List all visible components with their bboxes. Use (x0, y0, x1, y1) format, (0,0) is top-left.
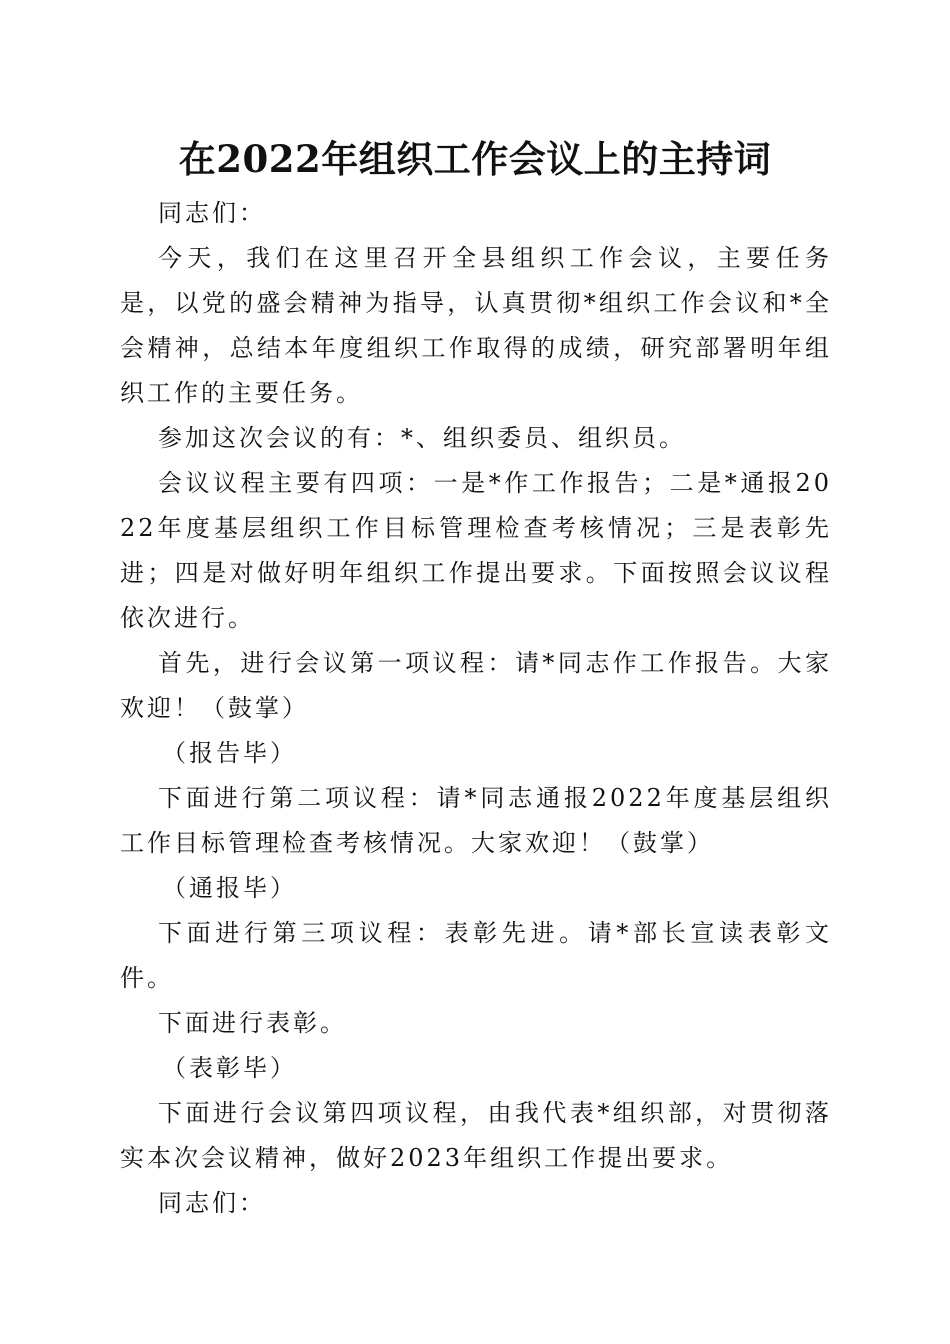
paragraph-attendees: 参加这次会议的有：*、组织委员、组织员。 (158, 424, 686, 452)
paragraph-closing-salutation: 同志们： (158, 1189, 266, 1217)
paragraph-notice-done: （通报毕） (162, 874, 297, 902)
paragraph-agenda-item-4: 下面进行会议第四项议程，由我代表*组织部，对贯彻落实本次会议精神，做好2023年组织工作提出要求。 (120, 1099, 832, 1172)
document-body (120, 191, 832, 1226)
document-title: 在2022年组织工作会议上的主持词 (178, 137, 772, 181)
paragraph-agenda-item-3: 下面进行第三项议程：表彰先进。请*部长宣读表彰文件。 (120, 919, 832, 992)
paragraph-meeting-purpose: 今天，我们在这里召开全县组织工作会议，主要任务是，以党的盛会精神为指导，认真贯彻*组织工作会议和*全会精神，总结本年度组织工作取得的成绩，研究部署明年组织工作的主要任务。 (120, 244, 832, 407)
paragraph-agenda-item-2: 下面进行第二项议程：请*同志通报2022年度基层组织工作目标管理检查考核情况。大家欢迎！（鼓掌） (120, 784, 832, 857)
paragraph-commendation: 下面进行表彰。 (158, 1009, 347, 1037)
paragraph-commendation-done: （表彰毕） (162, 1054, 297, 1082)
paragraph-salutation: 同志们： (158, 199, 266, 227)
paragraph-report-done: （报告毕） (162, 739, 297, 767)
paragraph-agenda: 会议议程主要有四项：一是*作工作报告；二是*通报2022年度基层组织工作目标管理检查考核情况；三是表彰先进；四是对做好明年组织工作提出要求。下面按照会议议程依次进行。 (120, 469, 832, 632)
paragraph-agenda-item-1: 首先，进行会议第一项议程：请*同志作工作报告。大家欢迎！（鼓掌） (120, 649, 832, 722)
